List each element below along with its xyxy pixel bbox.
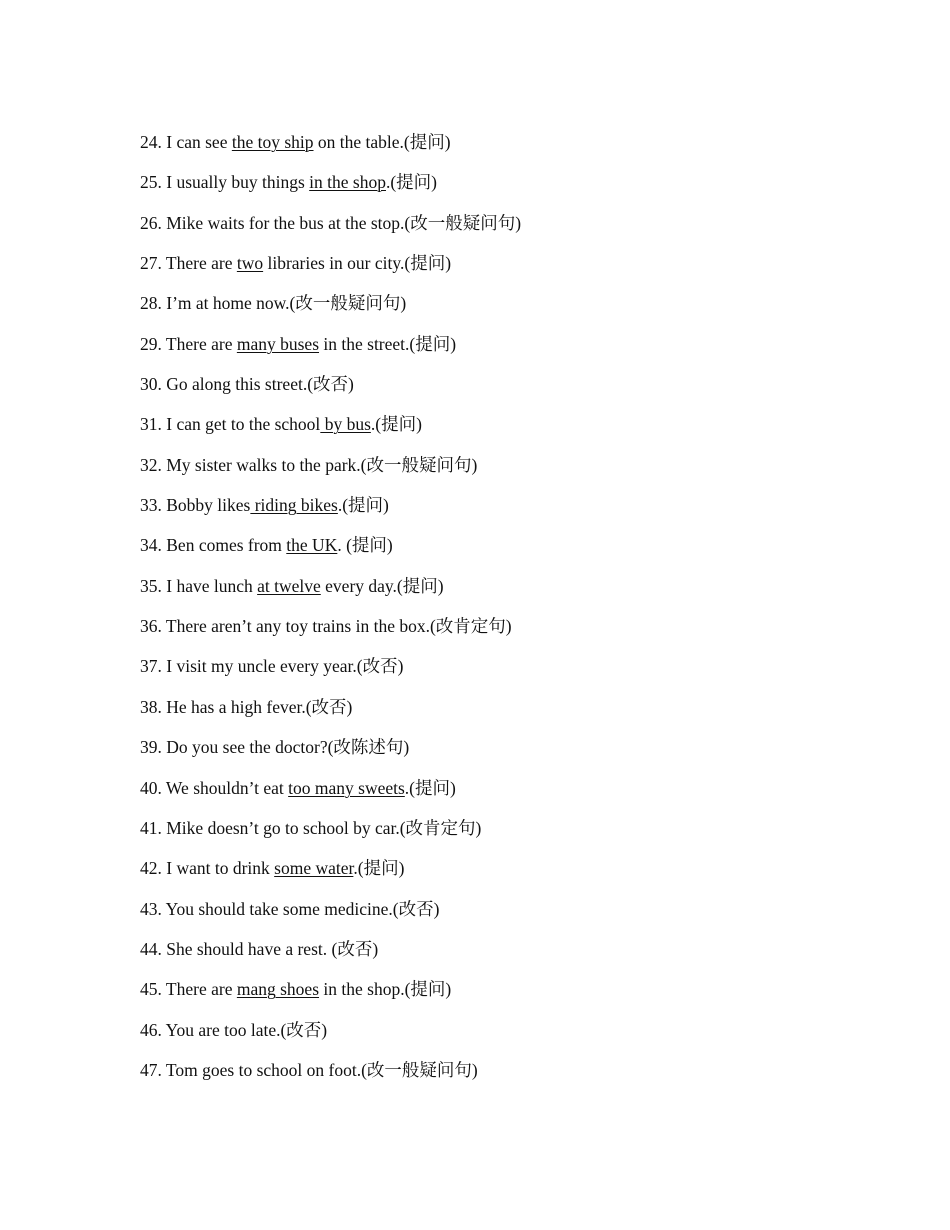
exercise-text: 24. I can see (140, 132, 232, 152)
underlined-phrase: mang shoes (236, 979, 320, 1000)
exercise-item (140, 976, 900, 1016)
exercise-item (140, 411, 900, 451)
exercise-text: 40. We shouldn’t eat (140, 777, 289, 798)
exercise-item (140, 169, 900, 209)
exercise-text: 33. Bobby likes (140, 495, 251, 516)
underlined-phrase: in the shop (309, 172, 386, 193)
exercise-text: .(提问) (404, 777, 456, 798)
exercise-item (140, 371, 900, 411)
exercise-text: 35. I have lunch (140, 575, 258, 596)
exercise-item (140, 452, 900, 492)
exercise-text: on the table.(提问) (313, 132, 451, 152)
exercise-text: every day.(提问) (320, 575, 444, 596)
underlined-phrase: some water (274, 858, 354, 879)
exercise-text: 47. Tom goes to school on foot.(改一般疑问句) (140, 1059, 478, 1080)
underlined-phrase: the UK (286, 535, 338, 556)
underlined-phrase: riding bikes (250, 495, 338, 516)
exercise-text: in the street.(提问) (319, 333, 457, 354)
exercise-text: .(提问) (353, 858, 405, 879)
exercise-text: 41. Mike doesn’t go to school by car.(改肯定句) (140, 817, 482, 838)
exercise-text: 37. I visit my uncle every year.(改否) (140, 656, 404, 677)
exercise-item (140, 129, 900, 169)
underlined-phrase: at twelve (257, 575, 321, 596)
exercise-text: 34. Ben comes from (140, 535, 287, 556)
exercise-text: .(提问) (385, 172, 438, 193)
exercise-text: 28. I’m at home now.(改一般疑问句) (140, 293, 407, 314)
exercise-item (140, 734, 900, 774)
exercise-text: .(提问) (337, 495, 389, 516)
exercise-text: 26. Mike waits for the bus at the stop.(改一般疑问句) (140, 212, 522, 233)
exercise-text: 30. Go along this street.(改否) (140, 374, 354, 395)
exercise-text: libraries in our city.(提问) (263, 253, 452, 274)
exercise-item (140, 492, 900, 532)
exercise-item (140, 532, 900, 572)
exercise-text: 27. There are (140, 253, 237, 274)
exercise-item (140, 250, 900, 290)
underlined-phrase: two (236, 253, 264, 274)
exercise-item (140, 573, 900, 613)
exercise-item (140, 613, 900, 653)
exercise-text: 43. You should take some medicine.(改否) (140, 898, 440, 919)
exercise-text: 25. I usually buy things (140, 172, 310, 193)
exercise-text: 39. Do you see the doctor?(改陈述句) (140, 737, 410, 758)
exercise-text: 45. There are (140, 979, 237, 1000)
exercise-text: 29. There are (140, 333, 237, 354)
exercise-text: . (提问) (337, 535, 393, 556)
exercise-text: 38. He has a high fever.(改否) (140, 696, 353, 717)
underlined-phrase: the toy ship (231, 132, 314, 152)
exercise-item (140, 1057, 900, 1097)
exercise-item (140, 331, 900, 371)
exercise-text: 46. You are too late.(改否) (140, 1019, 328, 1040)
exercise-text: 36. There aren’t any toy trains in the box.(改肯定句) (140, 616, 512, 637)
underlined-phrase: too many sweets (288, 777, 405, 798)
exercise-list (140, 129, 900, 1097)
underlined-phrase: by bus (320, 414, 371, 435)
exercise-text: in the shop.(提问) (319, 979, 452, 1000)
exercise-text: 42. I want to drink (140, 858, 275, 879)
underlined-phrase: many buses (236, 333, 320, 354)
exercise-item (140, 694, 900, 734)
exercise-item (140, 210, 900, 250)
exercise-item (140, 290, 900, 330)
exercise-item (140, 775, 900, 815)
exercise-text: .(提问) (370, 414, 422, 435)
exercise-text: 31. I can get to the school (140, 414, 321, 435)
exercise-text: 44. She should have a rest. (改否) (140, 938, 379, 959)
exercise-text: 32. My sister walks to the park.(改一般疑问句) (140, 454, 478, 475)
exercise-item (140, 1017, 900, 1057)
exercise-item (140, 855, 900, 895)
exercise-item (140, 896, 900, 936)
exercise-item (140, 653, 900, 693)
exercise-item (140, 936, 900, 976)
exercise-item (140, 815, 900, 855)
